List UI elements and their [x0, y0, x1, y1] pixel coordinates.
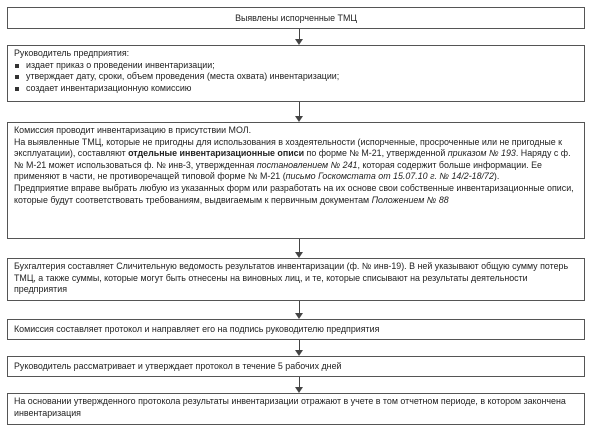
arrow-5 — [294, 340, 306, 356]
step-2-list — [14, 60, 578, 95]
step-2-box — [7, 45, 585, 102]
bullet-icon — [15, 87, 19, 91]
bullet-icon — [15, 64, 19, 68]
arrow-2 — [294, 102, 306, 122]
step-3-box — [7, 122, 585, 239]
step-2-title: Руководитель предприятия: — [14, 48, 130, 58]
step-5-text: Комиссия составляет протокол и направляет его на подпись руководителю предприятия — [14, 324, 380, 334]
list-item: создает инвентаризационную комиссию — [14, 83, 578, 95]
step-6-box — [7, 356, 585, 377]
step-1-box — [7, 7, 585, 29]
list-item: утверждает дату, сроки, объем проведения (места охвата) инвентаризации; — [14, 71, 578, 83]
step-3-paragraph-2: Предприятие вправе выбрать любую из указанных форм или разработать на их основе свои собственные инвентаризационные описи, которые будут соответствовать требованиям, выдвигаемым к первичным документам Положением № 88 — [14, 182, 574, 205]
arrow-4 — [294, 301, 306, 319]
step-7-box — [7, 393, 585, 425]
step-3-line1: Комиссия проводит инвентаризацию в присутствии МОЛ. — [14, 125, 252, 135]
step-4-text: Бухгалтерия составляет Сличительную ведомость результатов инвентаризации (ф. № инв-19). В ней указывают общую сумму потерь ТМЦ, а также суммы, которые могут быть отнесены на виновных лиц, и те, которые списывают на результаты деятельности предприятия — [14, 261, 569, 295]
arrow-1 — [294, 29, 306, 45]
step-7-text: На основании утвержденного протокола результаты инвентаризации отражают в учете в том отчетном периоде, в котором закончена инвентаризация — [14, 396, 566, 418]
list-item: издает приказ о проведении инвентаризации; — [14, 60, 578, 72]
step-6-text: Руководитель рассматривает и утверждает протокол в течение 5 рабочих дней — [14, 361, 342, 371]
bullet-icon — [15, 75, 19, 79]
step-1-text: Выявлены испорченные ТМЦ — [235, 13, 357, 23]
arrow-6 — [294, 377, 306, 393]
step-5-box — [7, 319, 585, 340]
step-3-paragraph-1: На выявленные ТМЦ, которые не пригодны для использования в хоздеятельности (испорченные, просроченные или не пригодные к эксплуатации), составляют отдельные инвентаризационные описи по форме № М-21, утвержденной приказом № 193. Наряду с ф. № М-21 может использоваться ф. № инв-3, утвержденная постановлением № 241, которая содержит больше информации. Ее применяют в части, не противоречащей типовой форме № М-21 (письмо Госкомстата от 15.07.10 г. № 14/2-18/72). — [14, 136, 571, 182]
arrow-3 — [294, 239, 306, 258]
step-4-box — [7, 258, 585, 301]
